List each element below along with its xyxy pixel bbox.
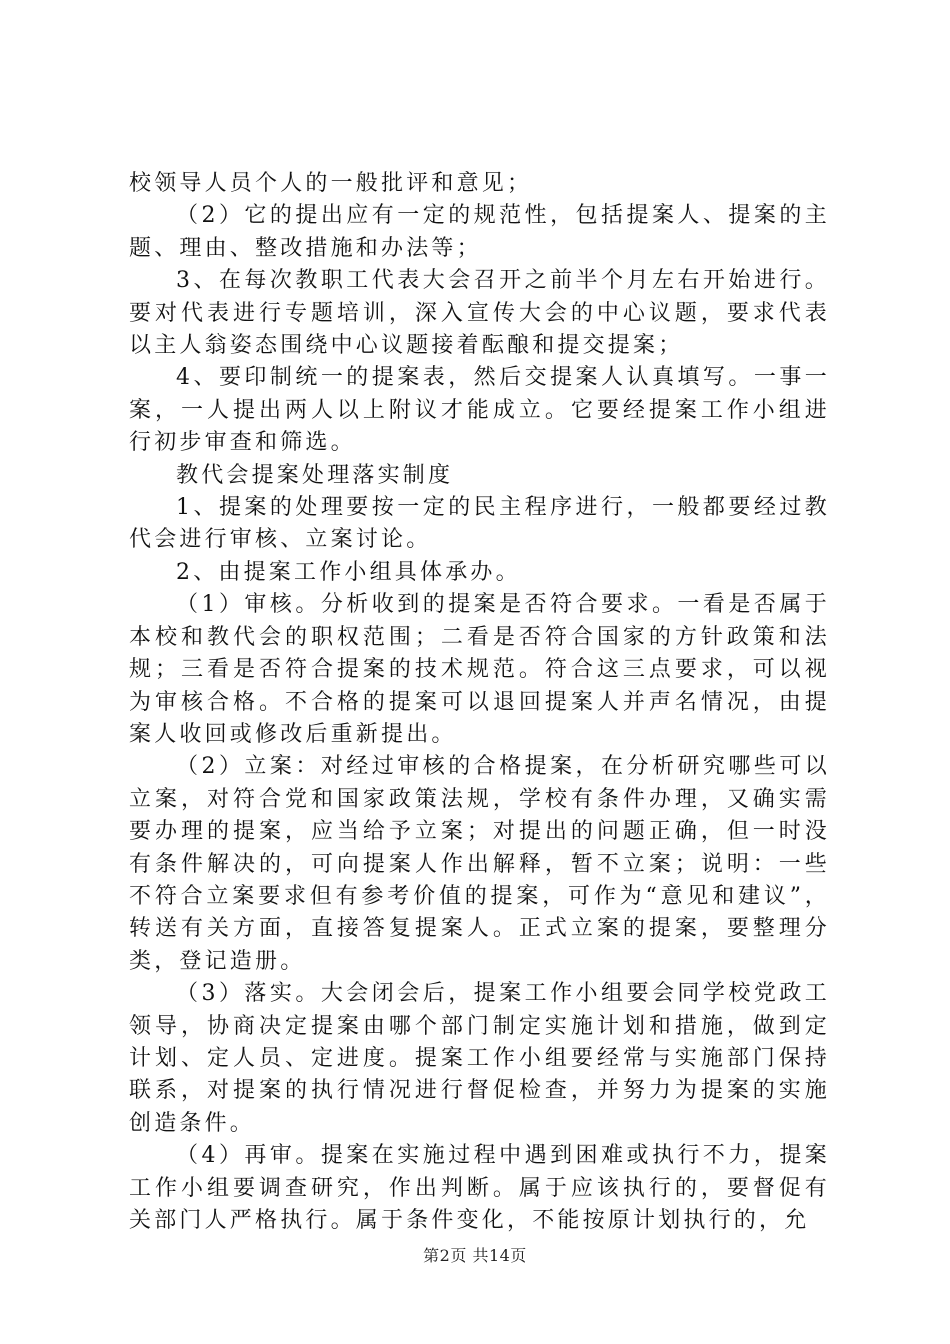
document-body (129, 168, 830, 1237)
paragraph-2: （2）它的提出应有一定的规范性，包括提案人、提案的主题、理由、整改措施和办法等； (129, 203, 830, 261)
paragraph-1: 校领导人员个人的一般批评和意见； (129, 171, 533, 196)
paragraph-4: 4、要印制统一的提案表，然后交提案人认真填写。一事一案，一人提出两人以上附议才能成立。它要经提案工作小组进行初步审查和筛选。 (129, 365, 830, 456)
paragraph-10: （3）落实。大会闭会后，提案工作小组要会同学校党政工领导，协商决定提案由哪个部门制定实施计划和措施，做到定计划、定人员、定进度。提案工作小组要经常与实施部门保持联系，对提案的执行情况进行督促检查，并努力为提案的实施创造条件。 (129, 981, 830, 1136)
section-heading: 教代会提案处理落实制度 (176, 462, 454, 488)
paragraph-7: 2、由提案工作小组具体承办。 (176, 559, 521, 585)
paragraph-3: 3、在每次教职工代表大会召开之前半个月左右开始进行。要对代表进行专题培训，深入宣传大会的中心议题，要求代表以主人翁姿态围绕中心议题接着酝酿和提交提案； (129, 268, 830, 359)
paragraph-11: （4）再审。提案在实施过程中遇到困难或执行不力，提案工作小组要调查研究，作出判断。属于应该执行的，要督促有关部门人严格执行。属于条件变化，不能按原计划执行的，允 (129, 1143, 830, 1233)
paragraph-8: （1）审核。分析收到的提案是否符合要求。一看是否属于本校和教代会的职权范围；二看是否符合国家的方针政策和法规；三看是否符合提案的技术规范。符合这三点要求，可以视为审核合格。不合格的提案可以退回提案人并声名情况，由提案人收回或修改后重新提出。 (129, 592, 830, 747)
paragraph-9: （2）立案：对经过审核的合格提案，在分析研究哪些可以立案，对符合党和国家政策法规，学校有条件办理，又确实需要办理的提案，应当给予立案；对提出的问题正确，但一时没有条件解决的，可向提案人作出解释，暂不立案；说明：一些不符合立案要求但有参考价值的提案，可作为“意见和建议”，转送有关方面，直接答复提案人。正式立案的提案，要整理分类，登记造册。 (129, 754, 830, 974)
page-footer: 第2页 共14页 (423, 1246, 527, 1265)
paragraph-6: 1、提案的处理要按一定的民主程序进行，一般都要经过教代会进行审核、立案讨论。 (129, 495, 830, 553)
